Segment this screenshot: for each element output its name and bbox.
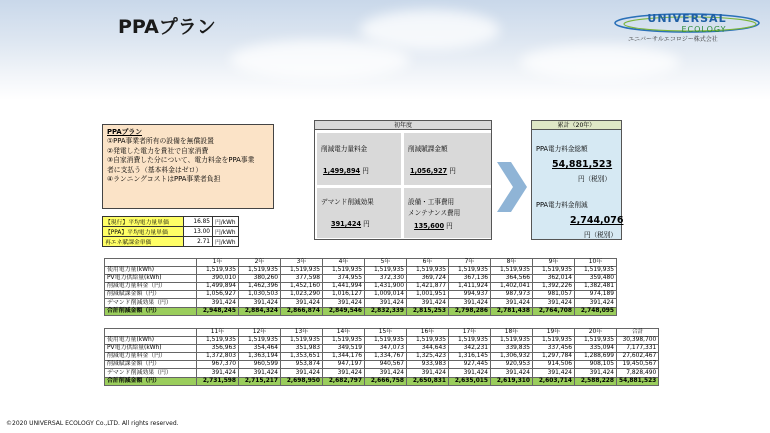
row-label: 削減賦課金額（円）	[105, 291, 197, 299]
svg-text:ECOLOGY: ECOLOGY	[681, 25, 727, 34]
year-header: 12年	[239, 329, 281, 337]
row-label: 使用電力量(kWh)	[105, 337, 197, 345]
year-header: 5年	[365, 259, 407, 267]
svg-text:UNIVERSAL: UNIVERSAL	[647, 12, 727, 25]
table-cell: 2,588,228	[575, 377, 617, 385]
year-header: 17年	[449, 329, 491, 337]
row-label: 削減賦課金額（円）	[105, 361, 197, 369]
table-cell: 1,056,927	[197, 291, 239, 299]
table-cell: 1,519,935	[533, 267, 575, 275]
table-cell: 1,353,651	[281, 353, 323, 361]
energy-reduction-value: 1,499,894	[323, 167, 361, 175]
table-cell: 391,424	[323, 299, 365, 307]
table-cell: 1,372,803	[197, 353, 239, 361]
table-cell: 1,519,935	[575, 267, 617, 275]
unit-price-value: 16.85	[184, 217, 213, 227]
table-cell: 1,519,935	[365, 267, 407, 275]
cloud-decoration	[230, 40, 410, 80]
year-header: 15年	[365, 329, 407, 337]
table-cell: 7,177,331	[617, 345, 659, 353]
first-year-panel	[314, 120, 492, 240]
unit-price-label: 【PPA】平均電力量単価	[103, 227, 184, 237]
ppa-total-label: PPA電力料金総額	[536, 145, 588, 153]
demand-reduction-value: 391,424	[331, 220, 362, 228]
year-header: 6年	[407, 259, 449, 267]
table-cell: 1,431,900	[365, 283, 407, 291]
levy-reduction-label: 削減賦課金額	[408, 145, 448, 153]
table-row	[105, 337, 659, 345]
row-label: 削減電力量料金（円）	[105, 353, 197, 361]
table-cell: 1,001,951	[407, 291, 449, 299]
table-cell: 1,009,014	[365, 291, 407, 299]
yen-unit: 円	[363, 220, 370, 228]
table-cell: 987,973	[491, 291, 533, 299]
row-label: デマンド削減効果（円）	[105, 369, 197, 377]
yearly-table-1-10	[104, 258, 617, 316]
equipment-cost-label: 設備・工事費用	[408, 198, 455, 206]
table-cell: 27,602,467	[617, 353, 659, 361]
unit-price-row	[103, 217, 239, 227]
table-cell: 391,424	[197, 369, 239, 377]
table-cell: 1,297,784	[533, 353, 575, 361]
table-cell: 953,874	[281, 361, 323, 369]
table-cell: 7,828,490	[617, 369, 659, 377]
yen-unit: 円	[449, 167, 456, 175]
table-cell: 30,398,700	[617, 337, 659, 345]
table-cell: 2,650,831	[407, 377, 449, 385]
table-cell: 391,424	[323, 369, 365, 377]
row-label: 合計削減金額（円）	[105, 307, 197, 315]
table-cell: 1,462,396	[239, 283, 281, 291]
table-cell: 908,105	[575, 361, 617, 369]
table-cell: 359,480	[575, 275, 617, 283]
table-cell: 1,316,145	[449, 353, 491, 361]
table-cell: 2,781,438	[491, 307, 533, 315]
levy-reduction-cell	[404, 133, 491, 185]
maintenance-cost-cell	[404, 188, 491, 238]
table-cell: 391,424	[197, 299, 239, 307]
table-row	[105, 299, 617, 307]
table-row	[105, 267, 617, 275]
year-header: 14年	[323, 329, 365, 337]
table-cell: 1,519,935	[323, 337, 365, 345]
unit-price-value: 2.71	[184, 237, 213, 247]
unit-price-table	[102, 216, 239, 247]
levy-reduction-value: 1,056,927	[410, 167, 448, 175]
table-cell: 342,231	[449, 345, 491, 353]
table-cell: 2,764,708	[533, 307, 575, 315]
table-cell: 391,424	[407, 369, 449, 377]
table-cell: 1,519,935	[197, 267, 239, 275]
table-cell: 933,983	[407, 361, 449, 369]
yearly-table-11-20	[104, 328, 659, 386]
table-cell: 2,715,217	[239, 377, 281, 385]
table-cell: 2,832,339	[365, 307, 407, 315]
table-cell: 1,452,160	[281, 283, 323, 291]
ppa-total-value: 54,881,523	[552, 159, 613, 170]
corner-cell	[105, 329, 197, 337]
table-cell: 1,402,041	[491, 283, 533, 291]
table-cell: 2,948,245	[197, 307, 239, 315]
table-row	[105, 307, 617, 315]
table-cell: 1,519,935	[491, 267, 533, 275]
table-cell: 1,306,932	[491, 353, 533, 361]
table-cell: 2,635,015	[449, 377, 491, 385]
table-cell: 1,519,935	[407, 337, 449, 345]
table-cell: 1,411,924	[449, 283, 491, 291]
energy-reduction-label: 削減電力量料金	[321, 145, 368, 153]
first-year-header: 初年度	[315, 121, 491, 130]
table-cell: 1,325,423	[407, 353, 449, 361]
table-row	[105, 353, 659, 361]
table-cell: 1,519,935	[533, 337, 575, 345]
table-row	[105, 361, 659, 369]
year-header: 10年	[575, 259, 617, 267]
table-cell: 1,334,767	[365, 353, 407, 361]
table-cell: 1,519,935	[575, 337, 617, 345]
table-cell: 2,748,095	[575, 307, 617, 315]
demand-reduction-cell	[317, 188, 401, 238]
table-cell: 344,643	[407, 345, 449, 353]
table-cell: 2,698,950	[281, 377, 323, 385]
table-cell: 1,392,226	[533, 283, 575, 291]
table-cell: 391,424	[407, 299, 449, 307]
plan-line: 者に支払う（基本料金はゼロ）	[107, 165, 203, 174]
year-header: 2年	[239, 259, 281, 267]
energy-reduction-cell	[317, 133, 401, 185]
year-header: 8年	[491, 259, 533, 267]
year-header: 7年	[449, 259, 491, 267]
table-cell: 1,288,699	[575, 353, 617, 361]
year-header: 11年	[197, 329, 239, 337]
table-cell: 1,016,127	[323, 291, 365, 299]
table-cell: 364,566	[491, 275, 533, 283]
table-cell: 1,519,935	[281, 267, 323, 275]
table-cell: 1,421,877	[407, 283, 449, 291]
table-cell: 390,010	[197, 275, 239, 283]
table-cell: 377,598	[281, 275, 323, 283]
row-label: デマンド削減効果（円）	[105, 299, 197, 307]
table-cell: 369,724	[407, 275, 449, 283]
table-cell: 1,519,935	[281, 337, 323, 345]
year-header-row	[105, 329, 659, 337]
year-header: 3年	[281, 259, 323, 267]
table-cell: 380,260	[239, 275, 281, 283]
table-cell: 947,197	[323, 361, 365, 369]
table-cell: 1,363,194	[239, 353, 281, 361]
table-cell: 372,330	[365, 275, 407, 283]
table-cell: 2,619,310	[491, 377, 533, 385]
table-cell: 981,057	[533, 291, 575, 299]
year-header: 1年	[197, 259, 239, 267]
table-cell: 2,666,758	[365, 377, 407, 385]
table-cell: 1,519,935	[407, 267, 449, 275]
table-cell: 1,519,935	[323, 267, 365, 275]
table-cell: 1,499,894	[197, 283, 239, 291]
row-label: 使用電力量(kWh)	[105, 267, 197, 275]
table-cell: 2,798,286	[449, 307, 491, 315]
plan-line: ③自家消費した分について、電力料金をPPA事業	[107, 156, 255, 165]
table-cell: 367,136	[449, 275, 491, 283]
plan-line: ②発電した電力を貴社で自家消費	[107, 146, 209, 155]
maintenance-cost-label: メンテナンス費用	[408, 209, 461, 217]
year-header-row	[105, 259, 617, 267]
year-header: 9年	[533, 259, 575, 267]
table-row	[105, 275, 617, 283]
table-cell: 362,014	[533, 275, 575, 283]
cloud-decoration	[520, 45, 680, 80]
table-cell: 339,835	[491, 345, 533, 353]
unit-price-unit: 円/kWh	[213, 227, 239, 237]
table-cell: 1,344,176	[323, 353, 365, 361]
table-cell: 2,884,324	[239, 307, 281, 315]
year-header: 16年	[407, 329, 449, 337]
table-cell: 1,441,994	[323, 283, 365, 291]
table-cell: 1,382,481	[575, 283, 617, 291]
plan-line: ①PPA事業者所有の設備を無償設置	[107, 137, 214, 146]
year-header: 20年	[575, 329, 617, 337]
unit-price-value: 13.00	[184, 227, 213, 237]
year-header: 18年	[491, 329, 533, 337]
table-row	[105, 345, 659, 353]
unit-price-unit: 円/kWh	[213, 237, 239, 247]
ppa-reduction-unit: 円（税別）	[584, 231, 617, 239]
table-cell: 391,424	[281, 299, 323, 307]
table-cell: 967,370	[197, 361, 239, 369]
table-cell: 391,424	[491, 369, 533, 377]
plan-heading: PPAプラン	[107, 128, 142, 136]
table-cell: 2,603,714	[533, 377, 575, 385]
table-cell: 391,424	[365, 369, 407, 377]
table-cell: 391,424	[365, 299, 407, 307]
table-cell: 2,731,598	[197, 377, 239, 385]
year-header: 合計	[617, 329, 659, 337]
maintenance-cost-value: 135,600	[414, 222, 445, 230]
table-cell: 1,519,935	[365, 337, 407, 345]
table-cell: 1,519,935	[197, 337, 239, 345]
unit-price-row	[103, 227, 239, 237]
table-cell: 1,519,935	[449, 337, 491, 345]
table-cell: 1,519,935	[449, 267, 491, 275]
table-cell: 391,424	[281, 369, 323, 377]
page-title: PPAプラン	[118, 16, 216, 38]
table-cell: 2,849,546	[323, 307, 365, 315]
corner-cell	[105, 259, 197, 267]
ppa-reduction-label: PPA電力料金削減	[536, 201, 588, 209]
table-cell: 337,456	[533, 345, 575, 353]
table-cell: 940,567	[365, 361, 407, 369]
table-cell: 391,424	[449, 299, 491, 307]
table-cell: 391,424	[533, 369, 575, 377]
unit-price-label: 再エネ賦課金単価	[103, 237, 184, 247]
cumulative-panel	[531, 120, 622, 240]
table-cell: 391,424	[575, 299, 617, 307]
table-cell: 2,682,797	[323, 377, 365, 385]
table-cell: 960,599	[239, 361, 281, 369]
table-cell: 391,424	[575, 369, 617, 377]
year-header: 19年	[533, 329, 575, 337]
table-cell: 914,506	[533, 361, 575, 369]
table-cell: 391,424	[533, 299, 575, 307]
table-cell: 351,983	[281, 345, 323, 353]
yen-unit: 円	[362, 167, 369, 175]
company-name: ユニバーサルエコロジー株式会社	[628, 36, 718, 43]
plan-line: ④ランニングコストはPPA事業者負担	[107, 175, 221, 184]
row-label: PV電力供給量(kWh)	[105, 345, 197, 353]
table-cell: 1,519,935	[239, 337, 281, 345]
table-cell: 1,030,503	[239, 291, 281, 299]
arrow-right-icon	[497, 162, 527, 212]
year-header: 4年	[323, 259, 365, 267]
table-cell: 335,094	[575, 345, 617, 353]
table-cell: 356,963	[197, 345, 239, 353]
plan-description-box	[102, 124, 274, 209]
year-header: 13年	[281, 329, 323, 337]
table-cell: 1,519,935	[239, 267, 281, 275]
table-row	[105, 283, 617, 291]
row-label: PV電力供給量(kWh)	[105, 275, 197, 283]
table-cell: 391,424	[449, 369, 491, 377]
table-cell: 974,189	[575, 291, 617, 299]
unit-price-unit: 円/kWh	[213, 217, 239, 227]
table-cell: 354,464	[239, 345, 281, 353]
table-cell: 391,424	[239, 369, 281, 377]
table-row	[105, 369, 659, 377]
table-cell: 2,866,874	[281, 307, 323, 315]
table-cell: 347,073	[365, 345, 407, 353]
table-cell: 349,519	[323, 345, 365, 353]
demand-reduction-label: デマンド削減効果	[321, 198, 374, 206]
ppa-total-unit: 円（税別）	[578, 175, 611, 183]
table-cell: 19,450,567	[617, 361, 659, 369]
row-label: 合計削減金額（円）	[105, 377, 197, 385]
table-cell: 54,881,523	[617, 377, 659, 385]
unit-price-label: 【現行】平均電力量単価	[103, 217, 184, 227]
table-cell: 927,445	[449, 361, 491, 369]
row-label: 削減電力量料金（円）	[105, 283, 197, 291]
ppa-reduction-value: 2,744,076	[570, 215, 624, 226]
table-cell: 994,937	[449, 291, 491, 299]
table-cell: 391,424	[491, 299, 533, 307]
table-cell: 1,519,935	[491, 337, 533, 345]
table-row	[105, 377, 659, 385]
table-cell: 2,815,253	[407, 307, 449, 315]
cloud-decoration	[360, 10, 500, 50]
yen-unit: 円	[446, 222, 453, 230]
table-cell: 374,955	[323, 275, 365, 283]
table-cell: 1,023,290	[281, 291, 323, 299]
unit-price-row	[103, 237, 239, 247]
table-cell: 920,953	[491, 361, 533, 369]
table-cell: 391,424	[239, 299, 281, 307]
table-row	[105, 291, 617, 299]
copyright-footer: ©2020 UNIVERSAL ECOLOGY Co.,LTD. All rights reserved.	[6, 420, 179, 427]
cumulative-header: 累計（20年）	[532, 121, 621, 130]
